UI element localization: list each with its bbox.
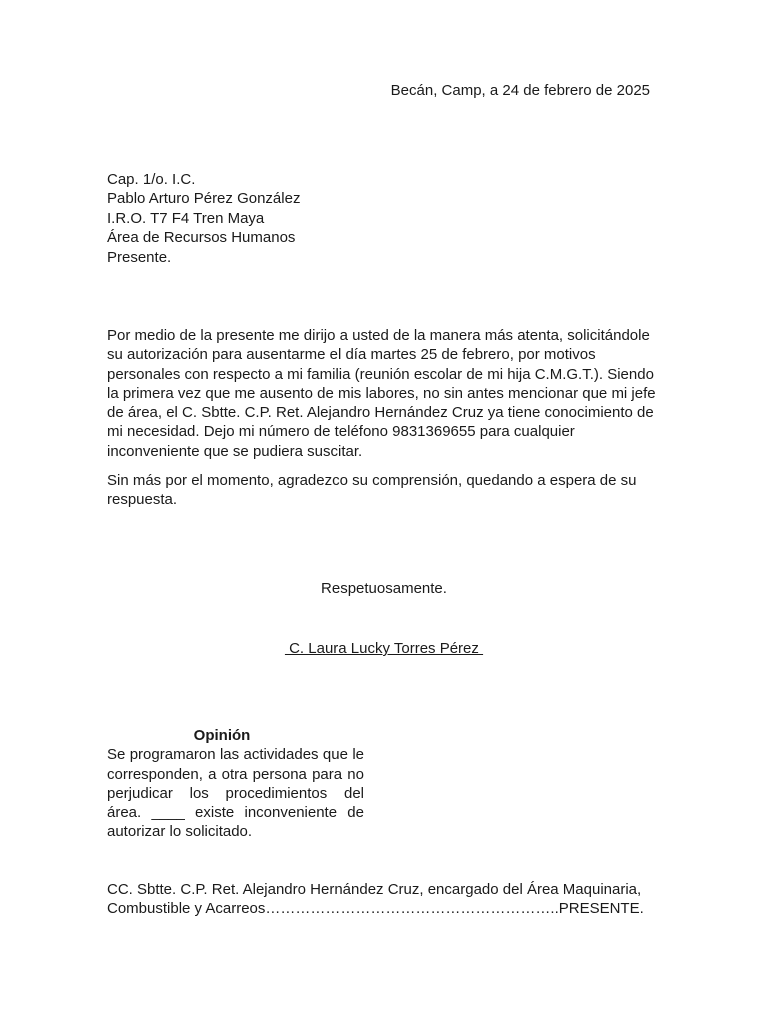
recipient-presente: Presente. [107,248,172,266]
closing-salutation: Respetuosamente. [321,580,447,597]
recipient-department: Área de Recursos Humanos [107,229,296,247]
body-paragraph-request: Por medio de la presente me dirijo a usted de la manera más atenta, solicitándole su autorización para ausentarme el día martes 25 de febrero, por motivos personales con respecto a mi familia (reunión escolar de mi hija C.M.G.T.). Siendo la primera vez que me ausento de mis labores, no sin antes mencionar que mi jefe de área, el C. Sbtte. C.P. Ret. Alejandro Hernández Cruz ya tiene conocimiento de mi necesidad. Dejo mi número de teléfono 9831369655 para cualquier inconveniente que se pudiera suscitar. [107,327,656,460]
opinion-box [107,726,364,842]
recipient-name: Pablo Arturo Pérez González [107,190,301,208]
opinion-title: Opinión [193,727,251,744]
signature-name: C. Laura Lucky Torres Pérez [284,640,484,657]
body-paragraph-closing: Sin más por el momento, agradezco su comprensión, quedando a espera de su respuesta. [107,472,637,509]
signature-line [0,639,768,658]
cc-line: CC. Sbtte. C.P. Ret. Alejandro Hernández Cruz, encargado del Área Maquinaria, Combustible y Acarreos…………………………………………………..PRESENTE. [107,881,644,918]
letter-body [107,326,662,520]
date-line: Becán, Camp, a 24 de febrero de 2025 [390,82,650,99]
recipient-rank: Cap. 1/o. I.C. [107,171,196,188]
recipient-unit: I.R.O. T7 F4 Tren Maya [107,209,265,227]
recipient-block [107,170,300,267]
opinion-text: Se programaron las actividades que le corresponden, a otra persona para no perjudicar los procedimientos del área. ____ existe inconveniente de autorizar lo solicitado. [107,746,364,841]
